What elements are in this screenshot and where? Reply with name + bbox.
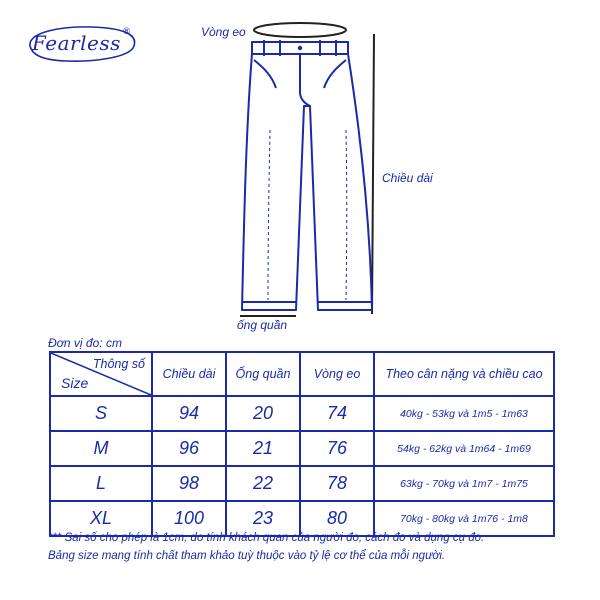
table-row (50, 396, 554, 431)
table-row (50, 466, 554, 501)
range-cell: 63kg - 70kg và 1m7 - 1m75 (374, 466, 554, 501)
leg-cell: 20 (226, 396, 300, 431)
size-cell: L (50, 466, 152, 501)
table-row (50, 501, 554, 536)
leg-cell: 21 (226, 431, 300, 466)
size-cell: M (50, 431, 152, 466)
brand-name: Fearless (32, 31, 121, 55)
header-waist: Vòng eo (300, 352, 374, 396)
brand-registered-mark: ® (123, 26, 130, 36)
waist-cell: 74 (300, 396, 374, 431)
range-cell: 40kg - 53kg và 1m5 - 1m63 (374, 396, 554, 431)
corner-cell (50, 352, 152, 396)
leg-opening-label: ống quần (237, 318, 288, 332)
corner-top-label: Thông số (92, 357, 145, 371)
table-row (50, 431, 554, 466)
length-cell: 98 (152, 466, 226, 501)
table-header-row (50, 352, 554, 396)
pants-diagram (220, 10, 400, 340)
waist-label: Vòng eo (201, 25, 246, 39)
waist-cell: 76 (300, 431, 374, 466)
corner-bottom-label: Size (61, 375, 89, 391)
header-length: Chiều dài (152, 352, 226, 396)
header-range: Theo cân nặng và chiều cao (374, 352, 554, 396)
waist-cell: 80 (300, 501, 374, 536)
range-cell: 70kg - 80kg và 1m76 - 1m8 (374, 501, 554, 536)
leg-cell: 22 (226, 466, 300, 501)
waist-cell: 78 (300, 466, 374, 501)
leg-cell: 23 (226, 501, 300, 536)
size-cell: XL (50, 501, 152, 536)
length-label: Chiều dài (382, 171, 433, 185)
length-cell: 94 (152, 396, 226, 431)
range-cell: 54kg - 62kg và 1m64 - 1m69 (374, 431, 554, 466)
length-cell: 96 (152, 431, 226, 466)
size-cell: S (50, 396, 152, 431)
note-tolerance: *** Sai số cho phép là 1cm, do tính khách quan của người đo, cách đo và dụng cụ đo. (48, 532, 485, 544)
brand-logo (22, 20, 140, 66)
length-cell: 100 (152, 501, 226, 536)
header-leg: Ống quần (226, 352, 300, 396)
size-table (49, 351, 555, 537)
unit-label: Đơn vị đo: cm (48, 336, 122, 350)
note-reference: Bảng size mang tính chất tham khảo tuỳ thuộc vào tỷ lệ cơ thể của mỗi người. (48, 550, 446, 562)
